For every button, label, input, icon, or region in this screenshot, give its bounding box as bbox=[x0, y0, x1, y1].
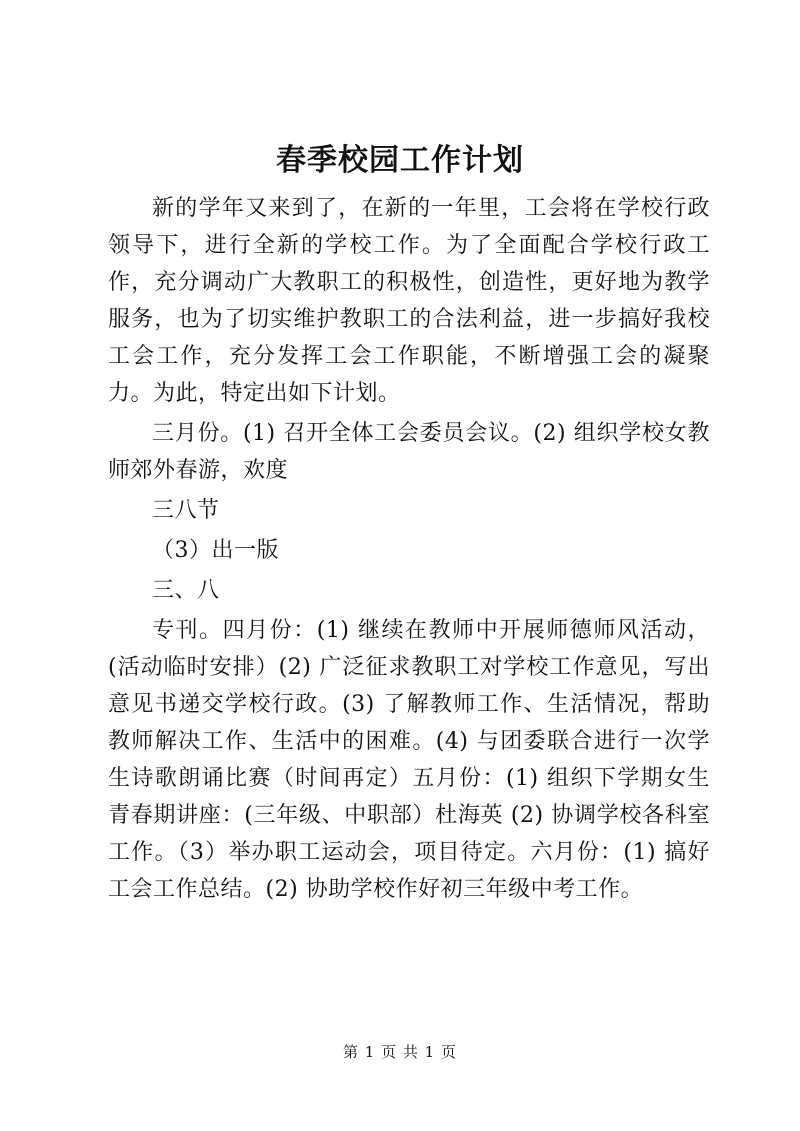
paragraph-march: 三月份。(1) 召开全体工会委员会议。(2) 组织学校女教师郊外春游，欢度 bbox=[108, 421, 710, 483]
page-title: 春季校园工作计划 bbox=[276, 143, 524, 178]
page-footer: 第 1 页 共 1 页 bbox=[343, 1043, 457, 1061]
paragraph-intro: 新的学年又来到了，在新的一年里，工会将在学校行政领导下，进行全新的学校工作。为了全面配合学校行政工作，充分调动广大教职工的积极性，创造性，更好地为教学服务，也为了切实维护教职工的合法利益，进一步搞好我校工会工作，充分发挥工会工作职能，不断增强工会的凝聚力。为此，特定出如下计划。 bbox=[108, 196, 710, 406]
paragraph-three-eight: 三、八 bbox=[152, 578, 220, 603]
document-body bbox=[108, 190, 710, 908]
paragraph-womens-day: 三八节 bbox=[152, 498, 220, 523]
paragraph-edition: （3）出一版 bbox=[152, 538, 279, 563]
paragraph-april-june: 专刊。四月份：(1) 继续在教师中开展师德师风活动，(活动临时安排）(2) 广泛征求教职工对学校工作意见，写出意见书递交学校行政。(3) 了解教师工作、生活情况，帮助教师解决工作、生活中的困难。(4) 与团委联合进行一次学生诗歌朗诵比赛（时间再定）五月份：(1) 组织下学期女生青春期讲座：(三年级、中职部）杜海英 (2) 协调学校各科室工作。（3）举办职工运动会，项目待定。六月份：(1) 搞好工会工作总结。(2) 协助学校作好初三年级中考工作。 bbox=[108, 618, 710, 902]
